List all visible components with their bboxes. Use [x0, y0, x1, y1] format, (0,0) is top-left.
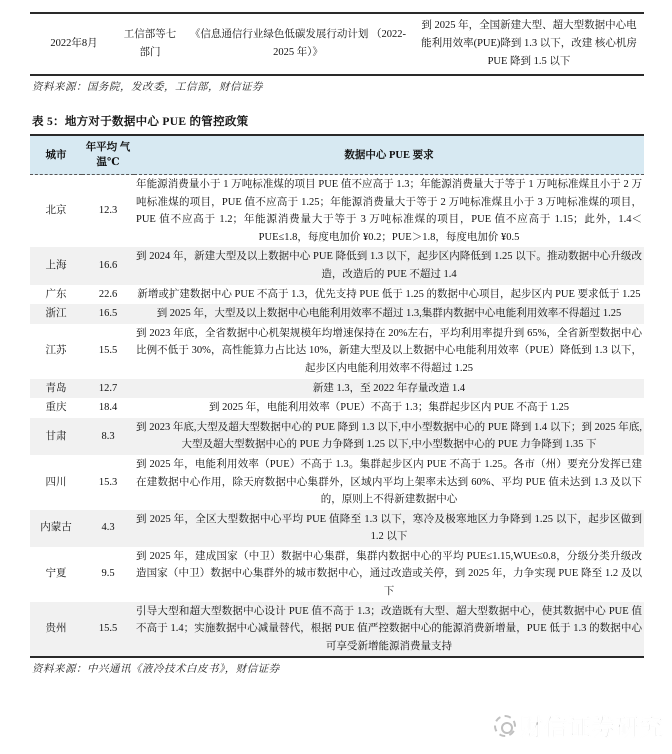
city-cell: 北京 — [45, 205, 67, 217]
table-row — [30, 418, 644, 455]
temp-cell: 16.5 — [98, 308, 118, 320]
pue-policy-table — [30, 134, 644, 658]
city-cell: 重庆 — [45, 402, 67, 414]
table-row — [30, 247, 644, 284]
header-requirement: 数据中心 PUE 要求 — [134, 135, 644, 175]
table-row — [30, 602, 644, 658]
temp-cell: 12.7 — [98, 382, 118, 394]
temp-cell: 22.6 — [98, 288, 118, 300]
city-cell: 四川 — [45, 476, 67, 488]
header-temp: 年平均 气温℃ — [82, 135, 134, 175]
temp-cell: 4.3 — [101, 522, 115, 534]
policy-date: 2022年8月 — [50, 38, 98, 49]
temp-cell: 15.5 — [82, 602, 134, 658]
table-row — [30, 175, 644, 248]
table-header — [30, 135, 644, 175]
table-row — [30, 547, 644, 602]
requirement-cell: 到 2024 年，新建大型及以上数据中心 PUE 降低到 1.3 以下，起步区内降低到 1.25 以下。推动数据中心升级改造，改造后的 PUE 不超过 1.4 — [136, 251, 642, 280]
temp-cell: 12.3 — [98, 205, 118, 217]
table-row — [30, 510, 644, 547]
brand-watermark — [494, 709, 664, 742]
policy-name: 《信息通信行业绿色低碳发展行动计划 （2022-2025 年）》 — [189, 29, 407, 58]
table-row — [30, 13, 644, 75]
table-row — [30, 398, 644, 418]
city-cell: 宁夏 — [45, 568, 67, 580]
watermark-text: 财信证券研究 — [520, 715, 664, 740]
requirement-cell: 到 2025 年，电能利用效率（PUE）不高于 1.3；集群起步区内 PUE 不高于 1.25 — [209, 402, 569, 414]
temp-cell: 9.5 — [101, 568, 115, 580]
requirement-cell: 引导大型和超大型数据中心设计 PUE 值不高于 1.3；改造既有大型、超大型数据中心，使其数据中心 PUE 值不高于 1.4；实施数据中心减量替代，根据 PUE 值严控数据中心的能源消费新增量，PUE 低于 1.3 的数据中心可享受新增能源消费量支持 — [134, 602, 644, 658]
temp-cell: 8.3 — [101, 430, 115, 442]
city-cell: 甘肃 — [45, 430, 67, 442]
city-cell: 广东 — [45, 288, 67, 300]
table-row — [30, 455, 644, 510]
source-note-bottom: 资料来源：中兴通讯《液冷技术白皮书》，财信证券 — [32, 664, 280, 676]
requirement-cell: 到 2023 年底，全省数据中心机架规模年均增速保持在 20%左右，平均利用率提升到 65%，全省新型数据中心比例不低于 30%，高性能算力占比达 10%，新建大型及以上数据中心电能利用效率（PUE）降低到 1.3 以下，起步区内电能利用效率不得超过 1.25 — [136, 327, 642, 374]
requirement-cell: 新建 1.3，至 2022 年存量改造 1.4 — [312, 382, 466, 394]
source-note-top: 资料来源：国务院，发改委，工信部，财信证券 — [32, 82, 263, 93]
city-cell: 青岛 — [45, 382, 67, 394]
table-row — [30, 304, 644, 324]
city-cell: 上海 — [45, 260, 67, 272]
table-row — [30, 324, 644, 379]
policy-issuer: 工信部等七部门 — [123, 29, 177, 58]
national-policy-table — [30, 12, 644, 76]
requirement-cell: 新增或扩建数据中心 PUE 不高于 1.3，优先支持 PUE 低于 1.25 的数据中心项目，起步区内 PUE 要求低于 1.25 — [137, 288, 641, 300]
requirement-cell: 到 2025 年，电能利用效率（PUE）不高于 1.3。集群起步区内 PUE 不高于 1.25。各市（州）要充分发挥已建在建数据中心作用，除天府数据中心集群外，区域内平均上架率未达到 60%、平均 PUE 值未达到 1.3 及以下的，原则上不得新建数据中心 — [136, 458, 642, 506]
city-cell: 贵州 — [30, 602, 82, 658]
temp-cell: 18.4 — [98, 402, 118, 414]
temp-cell: 15.5 — [98, 345, 118, 357]
city-cell: 内蒙古 — [40, 522, 72, 534]
city-cell: 浙江 — [45, 308, 67, 320]
requirement-cell: 到 2025 年，全区大型数据中心平均 PUE 值降至 1.3 以下，寒冷及极寒地区力争降到 1.25 以下，起步区做到 1.2 以下 — [136, 513, 642, 543]
table-row — [30, 285, 644, 305]
requirement-cell: 年能源消费量小于 1 万吨标准煤的项目 PUE 值不应高于 1.3；年能源消费量大于等于 1 万吨标准煤且小于 2 万吨标准煤的项目，PUE 值不应高于 1.25；年能源消费量大于等于 2 万吨标准煤且小于 3 万吨标准煤的项目，PUE 值不应高于 1.2；年能源消费量大于等于 3 万吨标准煤的项目，PUE 值不应高于 1.15；此外，1.4＜PUE≤1.8，每度电加价 ¥0.2；PUE＞1.8，每度电加价 ¥0.5 — [136, 179, 642, 243]
table-row — [30, 379, 644, 399]
requirement-cell: 到 2023 年底,大型及超大型数据中心的 PUE 降到 1.3 以下,中小型数据中心的 PUE 降到 1.4 以下；到 2025 年底,大型及超大型数据中心的 PUE 力争降到 1.25 以下,中小型数据中心的 PUE 力争降到 1.35 下 — [136, 421, 642, 451]
requirement-cell: 到 2025 年，建成国家（中卫）数据中心集群，集群内数据中心的平均 PUE≤1.15,WUE≤0.8，分级分类升级改造国家（中卫）数据中心集群外的城市数据中心，通过改造或关停，到 2025 年，力争实现 PUE 降至 1.2 及以下 — [136, 550, 642, 598]
brand-logo-icon — [494, 715, 516, 737]
requirement-cell: 到 2025 年，大型及以上数据中心电能利用效率不超过 1.3,集群内数据中心电能利用效率不得超过 1.25 — [156, 308, 622, 320]
policy-content: 到 2025 年，全国新建大型、超大型数据中心电能利用效率(PUE)降到 1.3 以下，改建 核心机房 PUE 降到 1.5 以下 — [421, 20, 637, 67]
table5-title: 表 5：地方对于数据中心 PUE 的管控政策 — [32, 116, 249, 128]
header-city: 城市 — [30, 135, 82, 175]
city-cell: 江苏 — [45, 345, 67, 357]
temp-cell: 15.3 — [98, 476, 118, 488]
temp-cell: 16.6 — [98, 260, 118, 272]
